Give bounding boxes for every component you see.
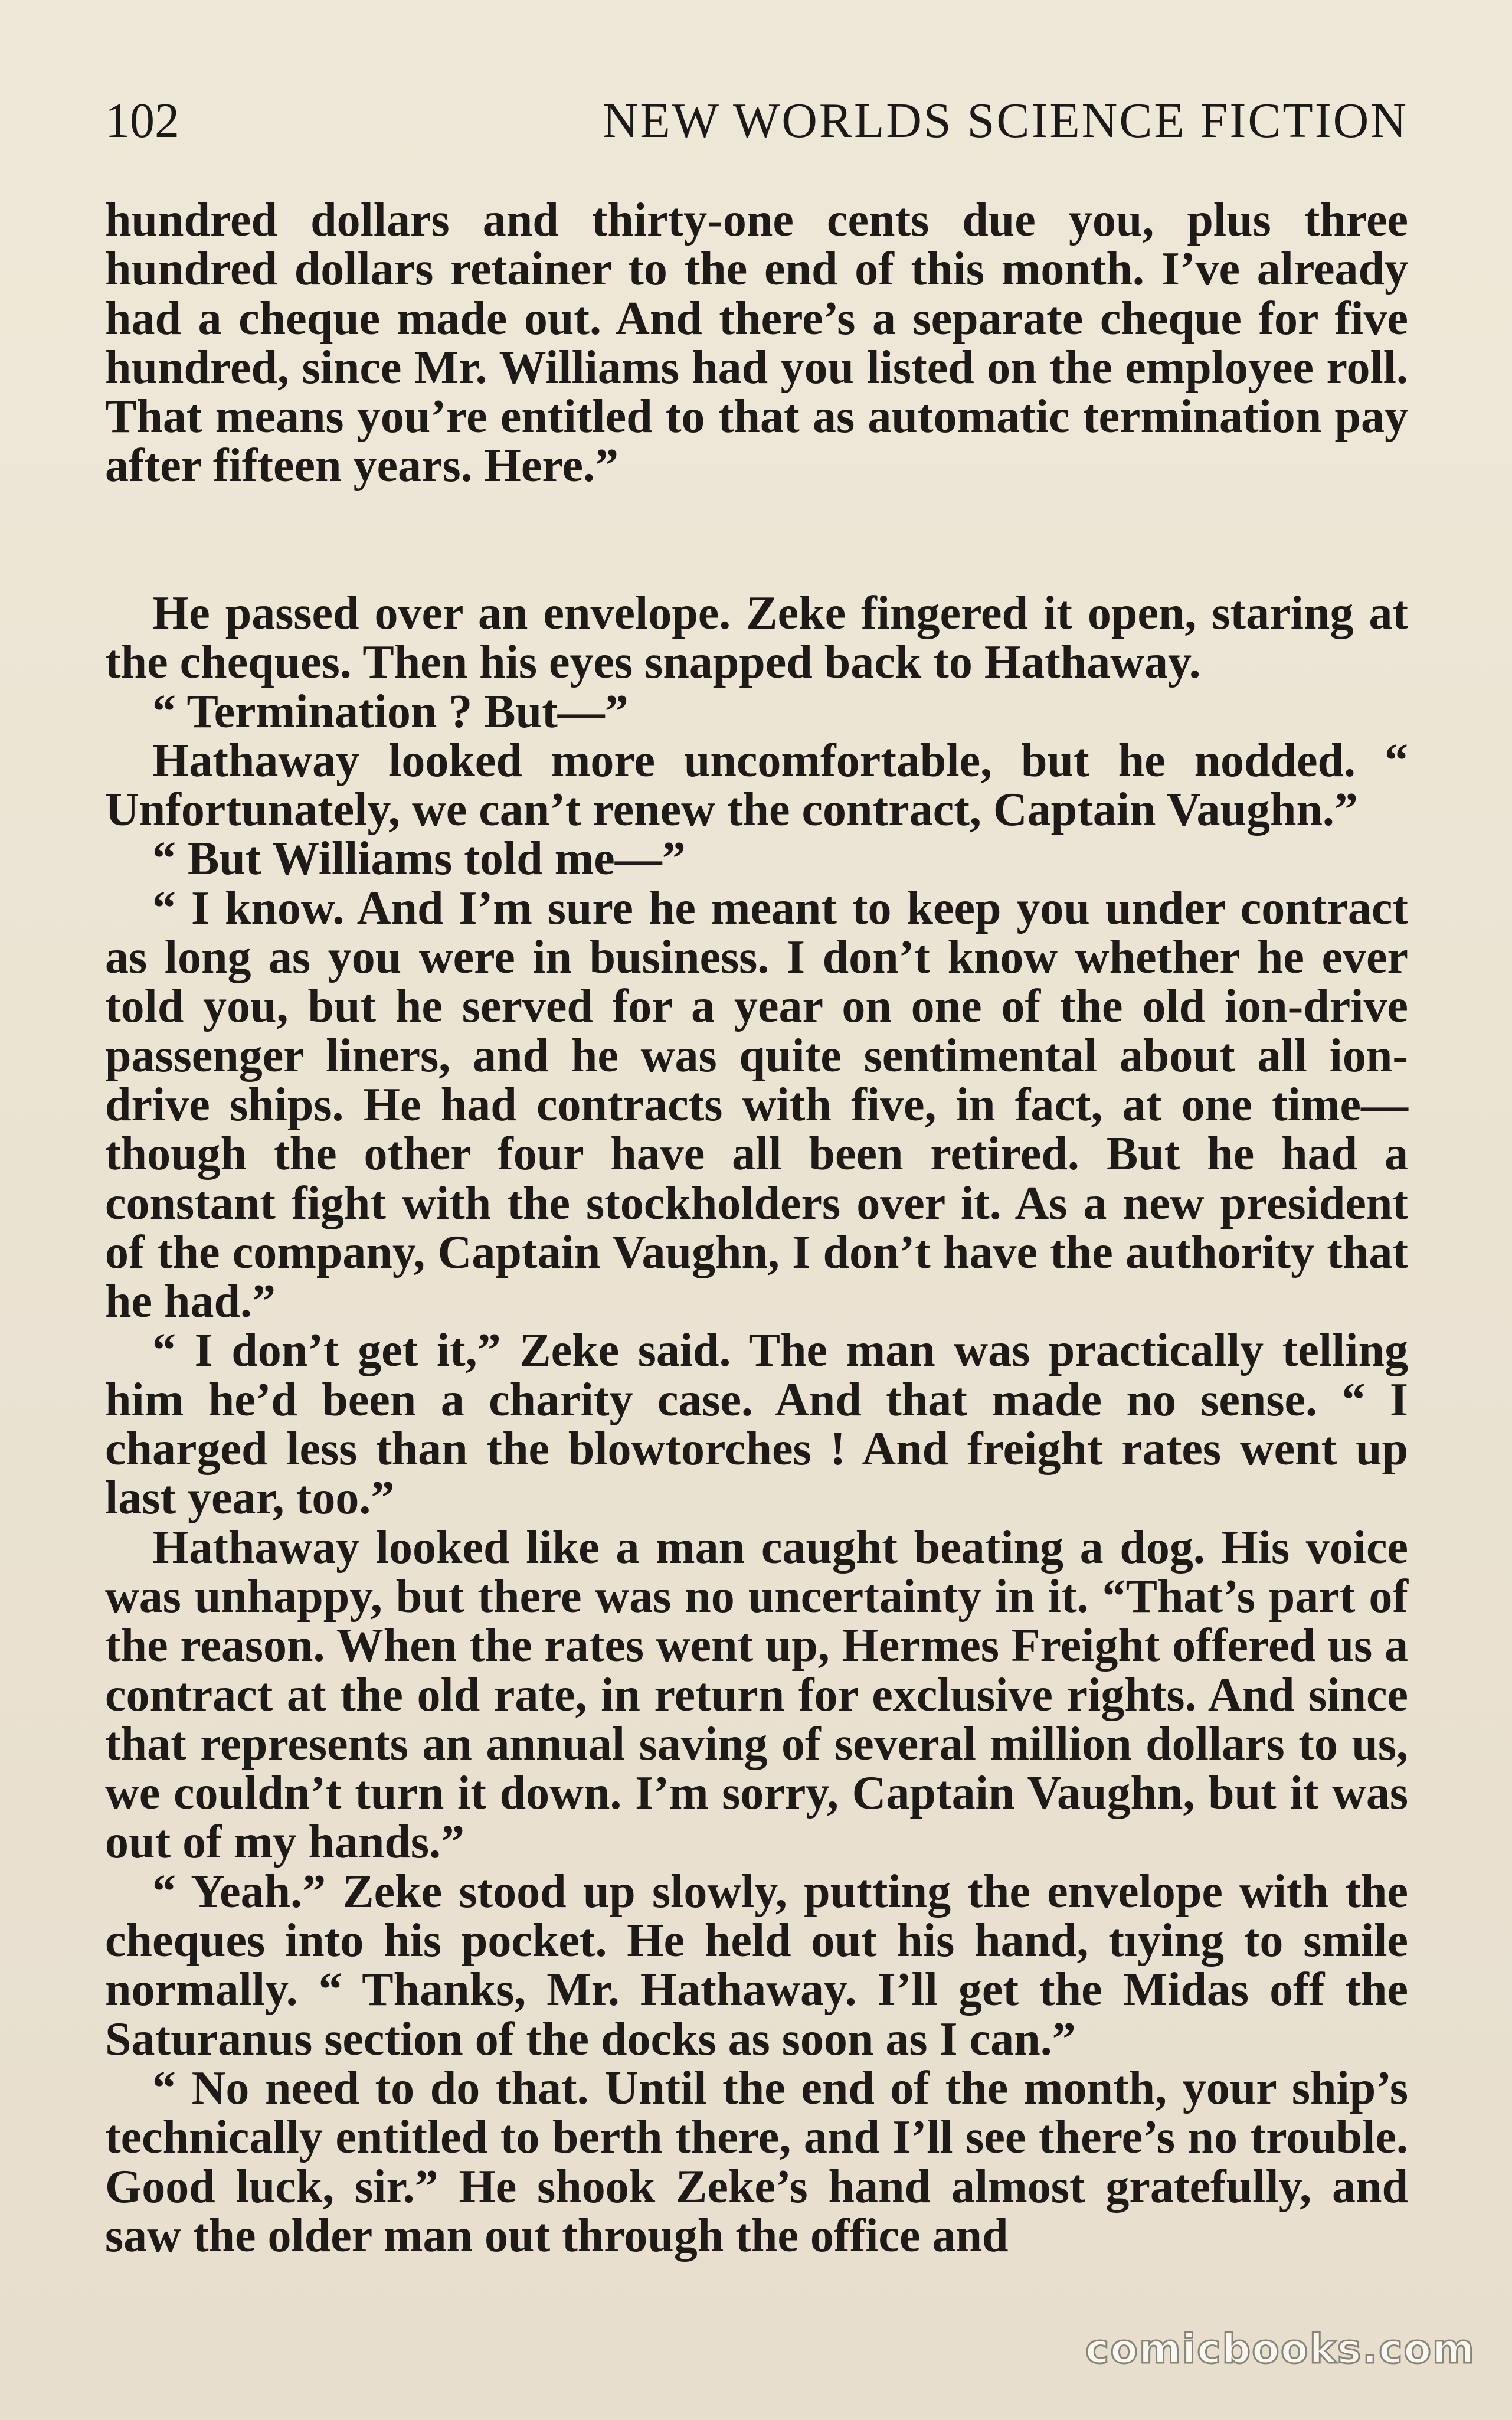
paragraph: “ No need to do that. Until the end of the month, your ship’s technically entitled to berth there, and I’ll see there’s no trouble. Good luck, sir.” He shook Zeke’s hand almost gratefully, and saw the older man out through the office and [105, 2062, 1408, 2262]
paragraph: Hathaway looked more uncomfortable, but he nodded. “ Unfortunately, we can’t renew the contract, Captain Vaughn.” [105, 734, 1408, 836]
running-head: NEW WORLDS SCIENCE FICTION [602, 93, 1408, 148]
paragraph: hundred dollars and thirty-one cents due you, plus three hundred dollars retainer to the end of this month. I’ve already had a cheque made out. And there’s a separate cheque for five hundred, since Mr. Williams had you listed on the employee roll. That means you’re entitled to that as automatic termination pay after fifteen years. Here.” [105, 194, 1408, 492]
paragraph: Hathaway looked like a man caught beating a dog. His voice was unhappy, but there was no uncertainty in it. “That’s part of the reason. When the rates went up, Hermes Freight offered us a contract at the old rate, in return for exclusive rights. And since that represents an annual saving of several million dollars to us, we couldn’t turn it down. I’m sorry, Captain Vaughn, but it was out of my hands.” [105, 1521, 1408, 1869]
paragraph: “ I know. And I’m sure he meant to keep you under contract as long as you were in business. I don’t know whether he ever told you, but he served for a year on one of the old ion-drive passenger liners, and he was quite sentimental about all ion-drive ships. He had contracts with five, in fact, at one time—though the other four have all been retired. But he had a constant fight with the stockholders over it. As a new president of the company, Captain Vaughn, I don’t have the authority that he had.” [105, 882, 1408, 1328]
paragraph: He passed over an envelope. Zeke fingered it open, staring at the cheques. Then his eyes snapped back to Hathaway. [105, 587, 1408, 689]
page-header [105, 89, 1408, 153]
text-block-top [105, 196, 1408, 491]
paragraph: “ Yeah.” Zeke stood up slowly, putting the envelope with the cheques into his pocket. He held out his hand, tıying to smile normally. “ Thanks, Mr. Hathaway. I’ll get the Midas off the Saturanus section of the docks as soon as I can.” [105, 1865, 1408, 2065]
page-number: 102 [105, 93, 179, 148]
paragraph: “ But Williams told me—” [152, 833, 686, 885]
text-block-main [105, 589, 1408, 2261]
paragraph: “ I don’t get it,” Zeke said. The man was practically telling him he’d been a charity case. And that made no sense. “ I charged less than the blowtorches ! And freight rates went up last year, too.” [105, 1325, 1408, 1525]
paragraph: “ Termination ? But—” [152, 685, 629, 738]
watermark: comicbooks.com [1085, 2326, 1475, 2373]
